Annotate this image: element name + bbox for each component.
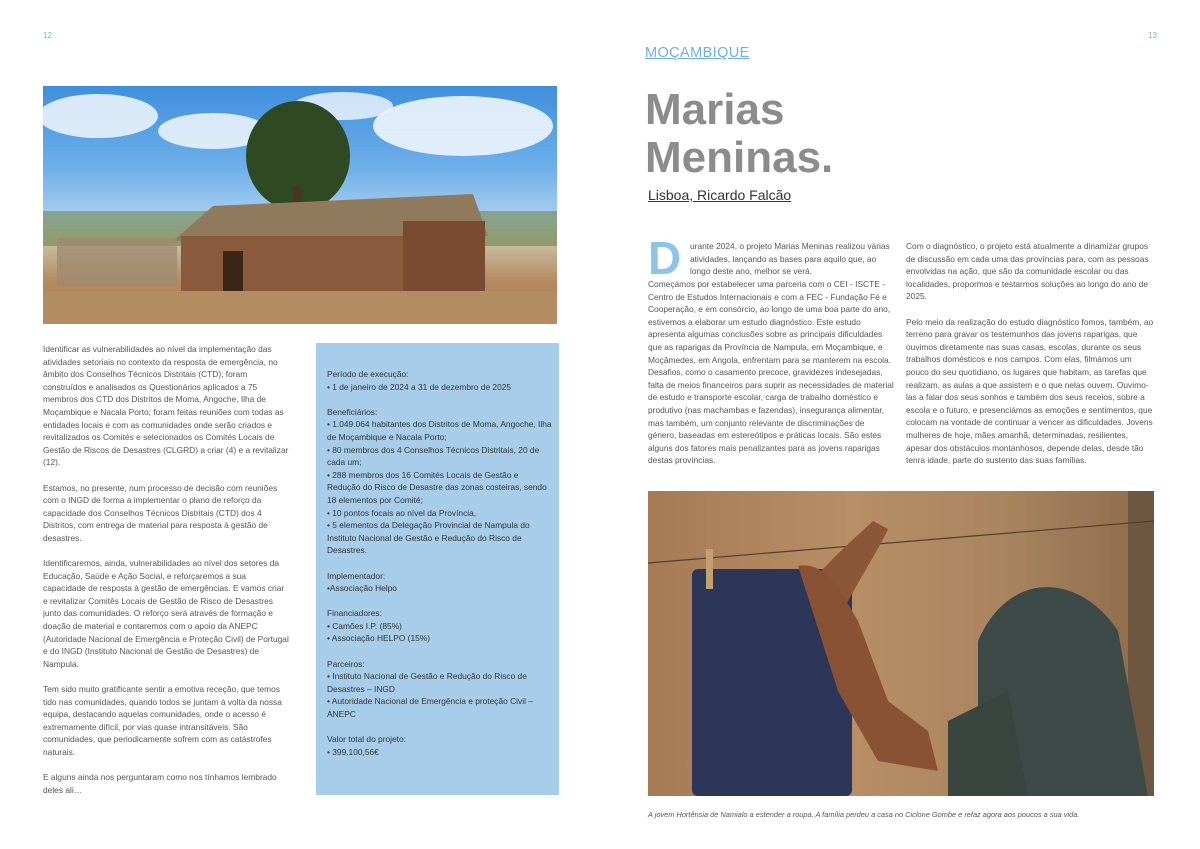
project-info-box — [316, 343, 559, 795]
article-paragraph: Com o diagnóstico, o projeto está atualmente a dinamizar grupos de discussão em cada uma das províncias para, com as pessoas envolvidas na ação, que são da comunidade escolar ou das localidades, propormos e testarmos soluções ao longo do ano de 2025. — [906, 241, 1149, 302]
info-heading: Financiadores: — [327, 608, 382, 619]
article-column-2 — [906, 240, 1154, 479]
author-byline: Lisboa, Ricardo Falcão — [648, 187, 792, 203]
info-group-funders — [327, 607, 552, 645]
title-line: Meninas. — [645, 133, 834, 182]
info-group-beneficiaries — [327, 406, 552, 557]
info-group-implementer — [327, 570, 552, 595]
article-title — [645, 86, 965, 182]
info-item: •Associação Helpo — [327, 583, 397, 594]
info-item: • 5 elementos da Delegação Provincial de Nampula do Instituto Nacional de Gestão e Redução do Risco de Desastres. — [327, 520, 532, 556]
info-item: • 80 membros dos 4 Conselhos Técnicos Distritais, 20 de cada um; — [327, 444, 542, 468]
hut-photo — [43, 86, 557, 324]
drop-cap: D — [648, 232, 682, 284]
left-column-text — [43, 343, 289, 809]
info-heading: Parceiros: — [327, 658, 365, 669]
hut-illustration — [43, 86, 557, 324]
article-intro: urante 2024, o projeto Marias Meninas realizou várias atividades, lançando as bases para aquilo que, ao longo deste ano, melhor se verá. — [690, 241, 890, 277]
info-group-total-value — [327, 733, 552, 758]
article-column-1: Começámos por estabelecer uma parceria com o CEI - ISCTE - Centro de Estudos Internacionais e com a FEC - Fundação Fé e Cooperação, e em consórcio, ao longo de uma boa parte do ano, estivemos a elaborar um estudo diagnóstico. Este estudo apresenta algumas conclusões sobre as principais dificuldades que as raparigas da Província de Nampula, em Moçambique, e Moçâmedes, em Angola, enfrentam para se manterem na escola. Desafios, como o casamento precoce, gravidezes indesejadas, falta de meios financeiros para suprir as necessidades de material de estudo e transporte escolar, carga de trabalho doméstico e produtivo (nas machambas e fazendas), insegurança alimentar, mas também, um conjunto relevante de discriminações de género, baseadas em estereótipos e práticas locais. São estes alguns dos fatores mais penalizantes para as jovens raparigas destas províncias. — [648, 279, 894, 466]
info-item: • 399.100,56€ — [327, 746, 379, 757]
info-item: • Instituto Nacional de Gestão e Redução do Risco de Desastres – INGD — [327, 671, 530, 694]
info-heading: Implementador: — [327, 570, 386, 581]
info-item: • 10 pontos focais ao nível da Província, — [327, 507, 477, 518]
info-item: • 288 membros dos 16 Comités Locais de Gestão e Redução do Risco de Desastre das zonas costeiras, sendo 18 elementos por Comité; — [327, 469, 550, 505]
left-paragraph: Tem sido muito gratificante sentir a emotiva receção, que temos tido nas comunidades, quando todos se juntam à volta da nossa equipa, destacando aquelas comunidades, onde o acesso é extremamente difícil, por vias quase intransitáveis. São comunidades, que periodicamente sofrem com as catástrofes naturais. — [43, 684, 282, 757]
info-item: • Camões I.P. (85%) — [327, 620, 402, 631]
section-label: MOÇAMBIQUE — [645, 45, 750, 61]
left-paragraph: Identificaremos, ainda, vulnerabilidades ao nível dos setores da Educação, Saúde e Ação Social, e reforçaremos a sua capacidade de resposta à gestão de emergências. E vamos criar e revitalizar Comitês Locais de Gestão de Risco de Desastres junto das comunidades. O reforço será através de formação e doação de material e contaremos com o apoio da ANEPC (Autoridade Nacional de Emergência e Proteção Civil) de Portugal e do INGD (Instituto Nacional de Gestão de Desastres) de Nampula. — [43, 558, 289, 669]
info-item: • Associação HELPO (15%) — [327, 633, 431, 644]
right-page-number: 13 — [1148, 31, 1157, 40]
info-heading: Beneficiários: — [327, 406, 378, 417]
info-group-period — [327, 368, 552, 393]
left-paragraph: Identificar as vulnerabilidades ao nível da implementação das atividades setoriais no contexto da resposta de emergência, no âmbito dos Conselhos Técnicos Distritais (CTD); foram construídos e analisados os Questionários aplicados a 75 membros dos CTD dos Distritos de Moma, Angoche, Ilha de Moçambique e Nacala Porto; foram feitas reuniões com todas as entidades locais e com as comunidades onde serão criados e revitalizados os Comités e selecionados os Comités Locais de Gestão de Riscos de Desastres (CLGRD) a criar (4) e a revitalizar (12). — [43, 344, 289, 468]
woman-photo — [648, 491, 1154, 796]
woman-illustration — [648, 491, 1154, 796]
info-item: • 1 de janeiro de 2024 a 31 de dezembro de 2025 — [327, 381, 512, 392]
left-paragraph: Estamos, no presente, num processo de decisão com reuniões com o INGD de forma a implementar o plano de reforço da capacidade dos Conselhos Técnicos Distritais (CTD) dos 4 Distritos, com entrega de material para resposta à gestão de desastres. — [43, 482, 278, 543]
photo-caption: A jovem Hortênsia de Namialo a estender a roupa. A família perdeu a casa no Ciclone Gombe e refaz agora aos poucos a sua vida. — [648, 810, 1080, 819]
info-group-partners — [327, 658, 552, 721]
info-item: • 1.049.064 habitantes dos Distritos de Moma, Angoche, Ilha de Moçambique e Nacala Porto; — [327, 419, 554, 442]
left-page-number: 12 — [43, 31, 52, 40]
info-heading: Período de execução: — [327, 369, 409, 379]
title-line: Marias — [645, 85, 785, 134]
article-paragraph: Pelo meio da realização do estudo diagnóstico fomos, também, ao terreno para gravar os testemunhos das jovens raparigas, que ouvimos diretamente nas suas casas, escolas, durante os seus trabalhos domésticos e nos campos. Com elas, filmámos um pouco do seu quotidiano, os lugares que habitam, as tarefas que realizam, as aulas a que assistem e o que nelas ouvem. Ouvimo-las a falar dos seus sonhos e também dos seus receios, sobre a escola e o futuro, e presenciámos as emoções e sentimentos, que colocam na vontade de continuar a vencer as dificuldades. Jovens mulheres de hoje, mães amanhã, determinadas, resilientes, apesar dos obstáculos montanhosos, depende delas, desde tão tenra idade, parte do sustento das suas famílias. — [906, 316, 1154, 466]
info-heading: Valor total do projeto: — [327, 734, 406, 745]
left-paragraph: E alguns ainda nos perguntaram como nos tínhamos lembrado deles ali… — [43, 772, 277, 795]
info-item: • Autoridade Nacional de Emergência e proteção Civil – ANEPC — [327, 696, 535, 720]
